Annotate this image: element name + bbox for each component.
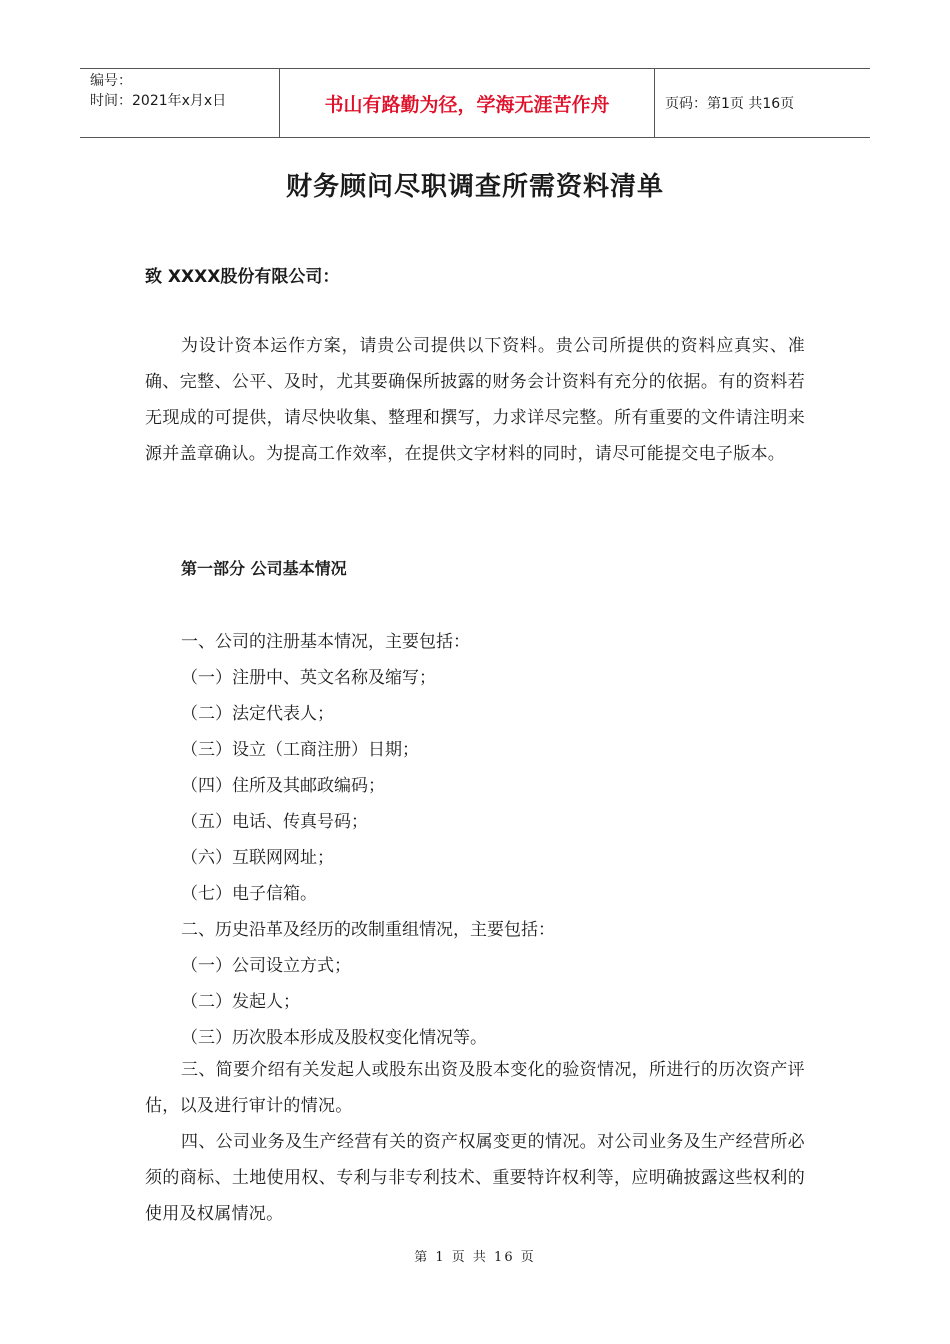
item-1-sub: （五）电话、传真号码；: [181, 812, 368, 832]
item-1-sub: （六）互联网网址；: [181, 848, 334, 868]
item-4-paragraph: 四、公司业务及生产经营有关的资产权属变更的情况。对公司业务及生产经营所必须的商标、土地使用权、专利与非专利技术、重要特许权利等，应明确披露这些权利的使用及权属情况。: [145, 1132, 805, 1224]
item-2-sub: （一）公司设立方式；: [181, 956, 351, 976]
section-title: 第一部分 公司基本情况: [181, 559, 347, 578]
salutation: 致 XXXX股份有限公司：: [145, 267, 340, 287]
item-1-heading: 一、公司的注册基本情况，主要包括：: [181, 632, 470, 652]
item-2-sub: （三）历次股本形成及股权变化情况等。: [181, 1028, 487, 1048]
item-1-sub: （一）注册中、英文名称及缩写；: [181, 668, 436, 688]
page-footer: 第 1 页 共 16 页: [414, 1250, 536, 1265]
item-1-sub: （三）设立（工商注册）日期；: [181, 740, 419, 760]
header-meta-cell: [80, 69, 280, 137]
item-2-sub: （二）发起人；: [181, 992, 300, 1012]
item-1-sub: （七）电子信箱。: [181, 884, 317, 904]
document-title: 财务顾问尽职调查所需资料清单: [285, 172, 664, 202]
header-page-info: 页码：第1页 共16页: [665, 96, 795, 112]
item-2-heading: 二、历史沿革及经历的改制重组情况，主要包括：: [181, 920, 555, 940]
item-1-sub: （四）住所及其邮政编码；: [181, 776, 385, 796]
header-motto: 书山有路勤为径，学海无涯苦作舟: [280, 69, 655, 137]
item-1-sub: （二）法定代表人；: [181, 704, 334, 724]
document-time-label: 时间：2021年x月x日: [90, 93, 227, 109]
header-table: [80, 68, 870, 138]
document-number-label: 编号：: [90, 73, 132, 89]
intro-paragraph: 为设计资本运作方案，请贵公司提供以下资料。贵公司所提供的资料应真实、准确、完整、公平、及时，尤其要确保所披露的财务会计资料有充分的依据。有的资料若无现成的可提供，请尽快收集、整理和撰写，力求详尽完整。所有重要的文件请注明来源并盖章确认。为提高工作效率，在提供文字材料的同时，请尽可能提交电子版本。: [145, 336, 805, 464]
item-3-paragraph: 三、简要介绍有关发起人或股东出资及股本变化的验资情况，所进行的历次资产评估，以及进行审计的情况。: [145, 1060, 805, 1116]
